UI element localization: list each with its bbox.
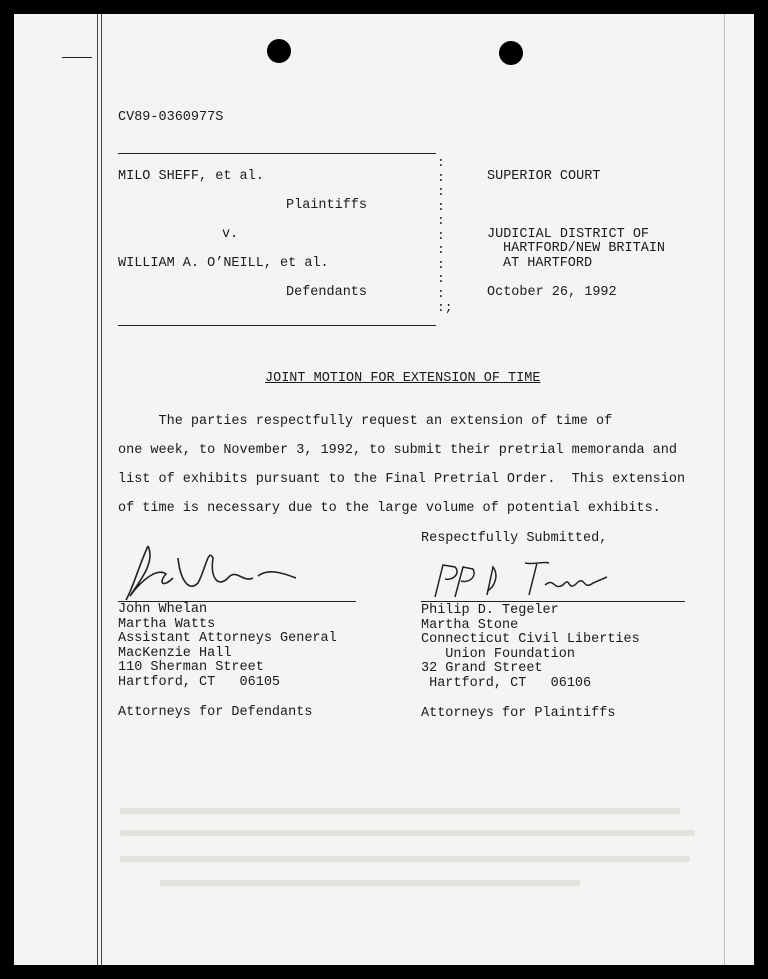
defendants-attorney-line: Hartford, CT 06105 xyxy=(118,675,281,690)
closing-text: Respectfully Submitted, xyxy=(421,531,608,546)
defendants-attorney-line: Assistant Attorneys General xyxy=(118,631,337,646)
body-line: The parties respectfully request an extension of time of xyxy=(118,414,613,429)
punch-hole-right xyxy=(499,41,523,65)
caption-bottom-rule xyxy=(118,325,436,326)
plaintiffs-attorney-line: Union Foundation xyxy=(421,647,575,662)
document-page xyxy=(14,14,754,965)
defendant-name: WILLIAM A. O’NEILL, et al. xyxy=(118,256,329,271)
plaintiff-role: Plaintiffs xyxy=(286,198,368,213)
versus: v. xyxy=(222,227,239,242)
plaintiffs-attorney-line: 32 Grand Street xyxy=(421,661,543,676)
plaintiffs-signature-line xyxy=(421,601,685,602)
filing-date: October 26, 1992 xyxy=(487,285,617,300)
defendants-attorney-line: MacKenzie Hall xyxy=(118,646,232,661)
plaintiffs-attorney-line: Connecticut Civil Liberties xyxy=(421,632,640,647)
punch-hole-left xyxy=(267,39,291,63)
caption-top-rule xyxy=(118,153,436,154)
plaintiffs-attorney-line: Philip D. Tegeler xyxy=(421,603,559,618)
margin-line xyxy=(101,14,102,965)
margin-line xyxy=(97,14,98,965)
plaintiffs-signature xyxy=(425,555,625,605)
body-line: one week, to November 3, 1992, to submit their pretrial memoranda and xyxy=(118,443,677,458)
district-line-1: JUDICIAL DISTRICT OF xyxy=(487,227,650,242)
right-edge-line xyxy=(724,14,725,965)
district-line-2: HARTFORD/NEW BRITAIN xyxy=(503,241,666,256)
plaintiffs-role: Attorneys for Plaintiffs xyxy=(421,706,616,721)
bleed-through-mark xyxy=(120,856,690,862)
plaintiffs-attorney-line: Hartford, CT 06106 xyxy=(421,676,592,691)
defendants-attorney-line: 110 Sherman Street xyxy=(118,660,264,675)
scan-mark xyxy=(62,57,92,58)
defendants-attorney-line: Martha Watts xyxy=(118,617,216,632)
caption-colon-divider: : : : : : : : : : : :; xyxy=(437,155,453,315)
bleed-through-mark xyxy=(120,830,695,836)
bleed-through-mark xyxy=(160,880,580,886)
court-name: SUPERIOR COURT xyxy=(487,169,601,184)
docket-number: CV89-0360977S xyxy=(118,110,224,125)
defendants-attorney-line: John Whelan xyxy=(118,602,208,617)
defendant-role: Defendants xyxy=(286,285,368,300)
bleed-through-mark xyxy=(120,808,680,814)
defendants-role: Attorneys for Defendants xyxy=(118,705,313,720)
body-line: list of exhibits pursuant to the Final Pretrial Order. This extension xyxy=(118,472,686,487)
district-line-3: AT HARTFORD xyxy=(503,256,593,271)
motion-title: JOINT MOTION FOR EXTENSION OF TIME xyxy=(265,371,541,386)
plaintiffs-attorney-line: Martha Stone xyxy=(421,618,519,633)
body-line: of time is necessary due to the large volume of potential exhibits. xyxy=(118,501,661,516)
plaintiff-name: MILO SHEFF, et al. xyxy=(118,169,264,184)
